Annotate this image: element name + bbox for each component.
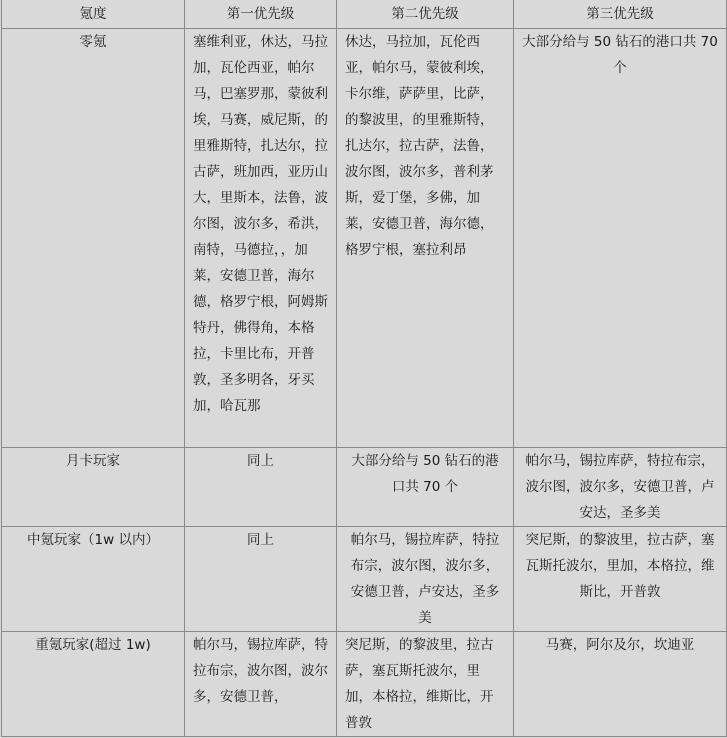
third-priority-cell: 马赛，阿尔及尔，坎迪亚: [514, 632, 727, 737]
second-priority-cell: 突尼斯，的黎波里，拉古萨，塞瓦斯托波尔，里加，本格拉，维斯比，开普敦: [337, 632, 514, 737]
header-third-priority: 第三优先级: [514, 0, 727, 29]
second-priority-cell: 帕尔马，锡拉库萨，特拉布宗，波尔图，波尔多，安德卫普，卢安达，圣多美: [337, 527, 514, 632]
third-priority-cell: 大部分给与 50 钻石的港口共 70 个: [514, 29, 727, 448]
third-priority-cell: 突尼斯，的黎波里，拉古萨，塞瓦斯托波尔，里加，本格拉，维斯比，开普敦: [514, 527, 727, 632]
table-row: [2, 527, 727, 632]
table-row: [2, 29, 727, 448]
tier-cell: 重氪玩家(超过 1w): [2, 632, 185, 737]
second-priority-cell: 休达，马拉加，瓦伦西亚，帕尔马，蒙彼利埃，卡尔维，萨萨里，比萨，的黎波里，的里雅斯特，扎达尔，拉古萨，法鲁，波尔图，波尔多，普利茅斯，爱丁堡，多佛，加莱，安德卫普，海尔德，格罗宁根，塞拉利昂: [337, 29, 514, 448]
second-priority-cell: 大部分给与 50 钻石的港口共 70 个: [337, 448, 514, 527]
table-body: [2, 29, 727, 737]
tier-cell: 零氪: [2, 29, 185, 448]
tier-cell: 月卡玩家: [2, 448, 185, 527]
first-priority-cell: 塞维利亚，休达，马拉加，瓦伦西亚，帕尔马，巴塞罗那，蒙彼利埃，马赛，威尼斯，的里雅斯特，扎达尔，拉古萨，班加西，亚历山大，里斯本，法鲁，波尔图，波尔多，希洪，南特，马德拉，，加莱，安德卫普，海尔德，格罗宁根，阿姆斯特丹，佛得角，本格拉，卡里比布，开普敦，圣多明各，牙买加，哈瓦那: [185, 29, 337, 448]
first-priority-cell: 同上: [185, 448, 337, 527]
first-priority-cell: 同上: [185, 527, 337, 632]
header-first-priority: 第一优先级: [185, 0, 337, 29]
tier-cell: 中氪玩家（1w 以内）: [2, 527, 185, 632]
first-priority-cell: 帕尔马，锡拉库萨，特拉布宗，波尔图，波尔多，安德卫普，: [185, 632, 337, 737]
header-row: [2, 0, 727, 29]
third-priority-cell: 帕尔马，锡拉库萨，特拉布宗，波尔图，波尔多，安德卫普，卢安达，圣多美: [514, 448, 727, 527]
header-tier: 氪度: [2, 0, 185, 29]
table-header: [2, 0, 727, 29]
table-row: [2, 632, 727, 737]
table-row: [2, 448, 727, 527]
priority-table: [1, 0, 727, 737]
header-second-priority: 第二优先级: [337, 0, 514, 29]
